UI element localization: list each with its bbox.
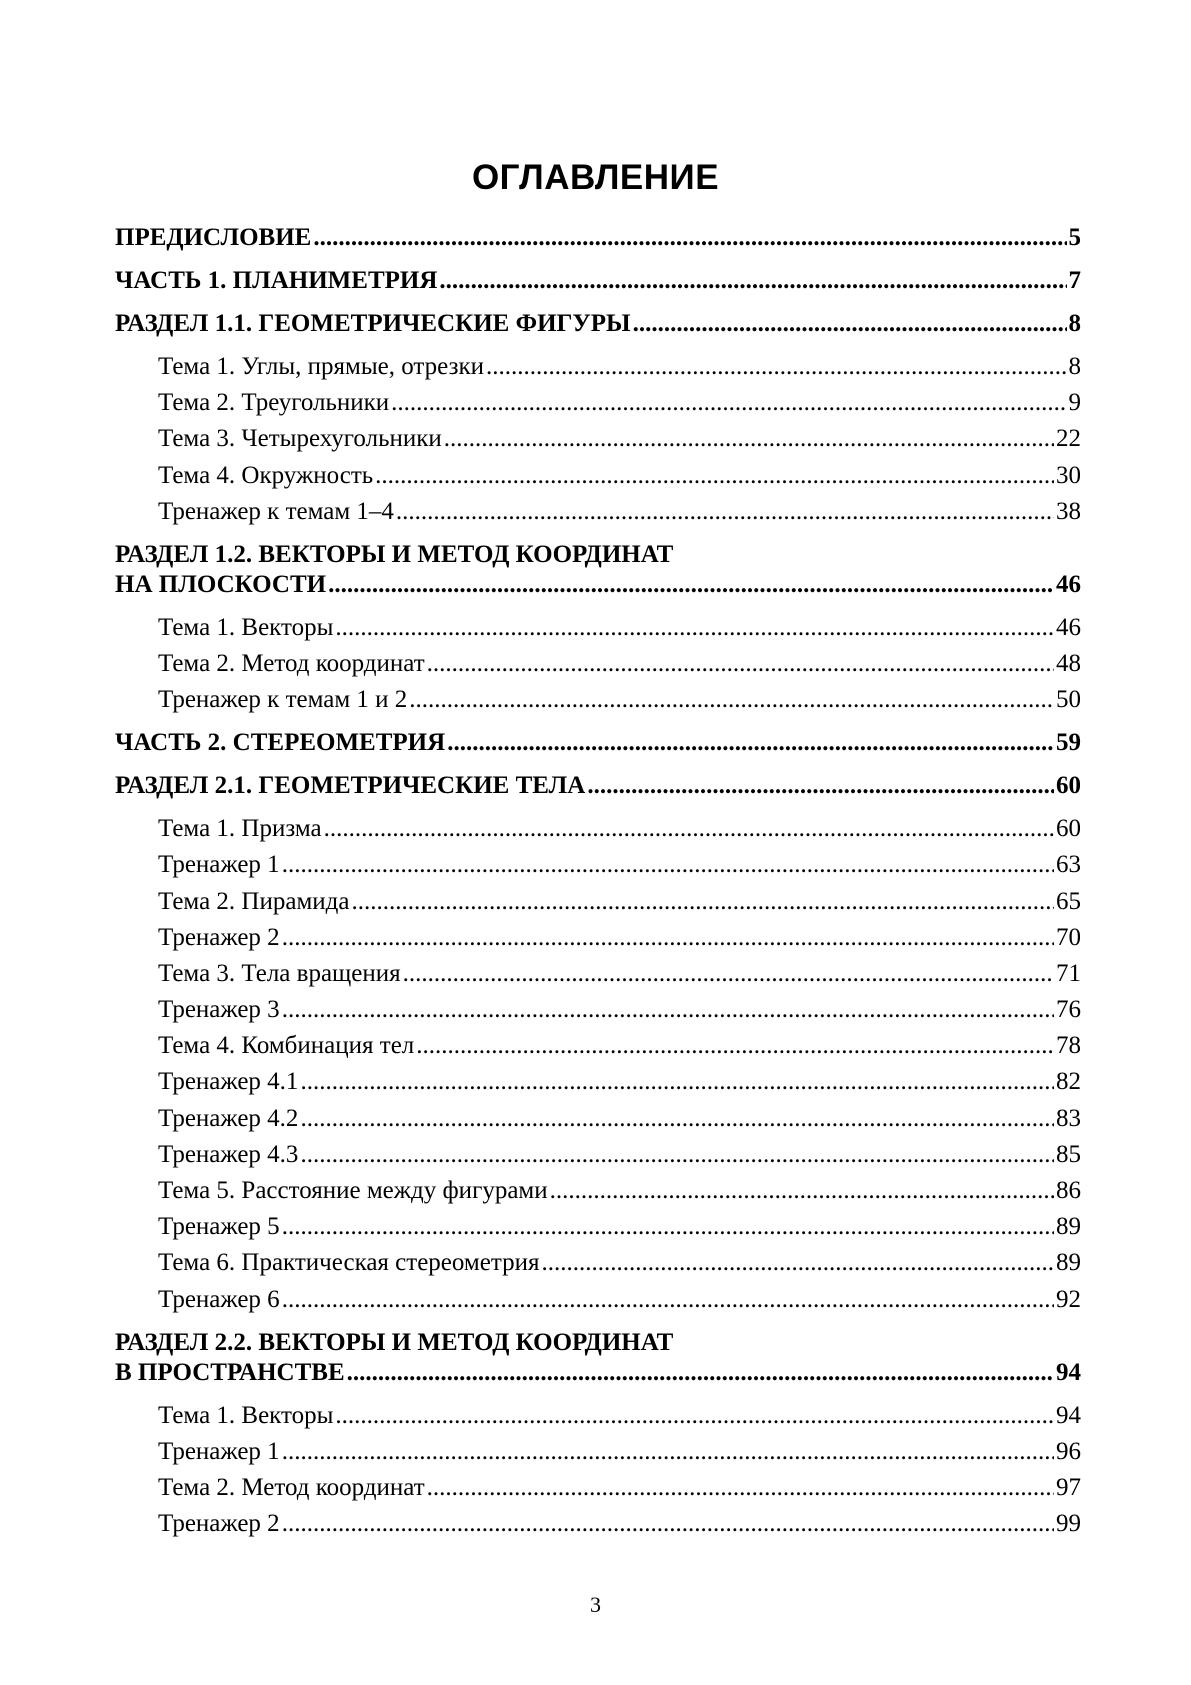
toc-entry-page: 94 xyxy=(1056,1358,1081,1386)
page-title: ОГЛАВЛЕНИЕ xyxy=(471,158,720,197)
toc-entry-label: Тренажер 1 xyxy=(158,851,280,879)
toc-entry[interactable] xyxy=(115,424,1081,454)
toc-entry[interactable] xyxy=(115,497,1081,527)
dot-leader xyxy=(486,352,1067,382)
dot-leader xyxy=(300,1140,1054,1170)
dot-leader xyxy=(351,887,1054,917)
toc-entry-page: 46 xyxy=(1056,570,1081,598)
toc-entry[interactable] xyxy=(115,814,1081,844)
toc-entry-page: 38 xyxy=(1056,497,1081,525)
toc-entry-page: 71 xyxy=(1056,959,1081,987)
dot-leader xyxy=(444,424,1054,454)
toc-entry-label: Тренажер 5 xyxy=(158,1213,280,1241)
toc-entry-label-line1: РАЗДЕЛ 1.2. ВЕКТОРЫ И МЕТОД КООРДИНАТ xyxy=(115,540,674,568)
dot-leader xyxy=(396,497,1054,527)
toc-entry-label: Тренажер 4.2 xyxy=(158,1104,299,1132)
toc-entry-page: 60 xyxy=(1056,815,1081,843)
toc-entry[interactable] xyxy=(115,685,1081,715)
toc-entry[interactable] xyxy=(115,1140,1081,1170)
toc-entry-page: 89 xyxy=(1056,1213,1081,1241)
dot-leader xyxy=(313,223,1066,253)
toc-entry-label: Тема 2. Метод координат xyxy=(158,649,425,677)
toc-entry-label-line1: РАЗДЕЛ 2.2. ВЕКТОРЫ И МЕТОД КООРДИНАТ xyxy=(115,1328,674,1356)
toc-entry-label: Тренажер к темам 1–4 xyxy=(158,497,394,525)
toc-entry[interactable] xyxy=(115,1104,1081,1134)
toc-entry-page: 96 xyxy=(1056,1437,1081,1465)
toc-entry-page: 78 xyxy=(1056,1032,1081,1060)
toc-entry[interactable] xyxy=(115,1176,1081,1206)
toc-entry-page: 59 xyxy=(1056,729,1081,757)
toc-entry[interactable] xyxy=(115,223,1081,253)
dot-leader xyxy=(300,1067,1054,1097)
dot-leader xyxy=(633,309,1067,339)
dot-leader xyxy=(282,923,1054,953)
toc-entry[interactable] xyxy=(115,649,1081,679)
toc-entry-page: 7 xyxy=(1068,267,1081,294)
toc-entry[interactable] xyxy=(115,887,1081,917)
toc-entry[interactable] xyxy=(115,461,1081,491)
toc-entry-label: Тема 4. Окружность xyxy=(158,461,374,489)
toc-entry-page: 9 xyxy=(1068,389,1081,417)
toc-entry-page: 83 xyxy=(1056,1104,1081,1132)
toc-entry[interactable] xyxy=(115,1067,1081,1097)
dot-leader xyxy=(335,613,1054,643)
toc-entry-label: ЧАСТЬ 1. ПЛАНИМЕТРИЯ xyxy=(115,267,438,294)
toc-entry[interactable] xyxy=(115,1212,1081,1242)
toc-entry-page: 5 xyxy=(1068,224,1081,251)
dot-leader xyxy=(282,1437,1054,1467)
toc-entry-page: 46 xyxy=(1056,613,1081,641)
toc-entry-page: 8 xyxy=(1068,310,1081,337)
dot-leader xyxy=(587,771,1054,801)
toc-entry-page: 48 xyxy=(1056,649,1081,677)
dot-leader xyxy=(447,728,1054,758)
toc-entry-label: РАЗДЕЛ 1.1. ГЕОМЕТРИЧЕСКИЕ ФИГУРЫ xyxy=(115,310,631,337)
dot-leader xyxy=(391,388,1066,418)
dot-leader xyxy=(375,461,1054,491)
toc-entry[interactable] xyxy=(115,1437,1081,1467)
toc-entry[interactable] xyxy=(115,1031,1081,1061)
toc-entry-page: 92 xyxy=(1056,1285,1081,1313)
toc-entry-page: 50 xyxy=(1056,686,1081,714)
toc-entry-label: Тренажер 4.3 xyxy=(158,1140,299,1168)
page-number: 3 xyxy=(590,1592,601,1617)
toc-entry-page: 85 xyxy=(1056,1140,1081,1168)
toc-entry-label: Тема 1. Векторы xyxy=(158,1401,334,1429)
dot-leader xyxy=(282,1212,1054,1242)
toc-entry-label: Тема 2. Метод координат xyxy=(158,1473,425,1501)
toc-entry-page: 22 xyxy=(1056,425,1081,453)
toc-entry-label: Тема 1. Призма xyxy=(158,815,322,843)
toc-entry-label: Тренажер 6 xyxy=(158,1285,280,1313)
toc-entry-label: Тема 1. Углы, прямые, отрезки xyxy=(158,353,484,380)
dot-leader xyxy=(409,685,1054,715)
toc-entry-label: Тренажер 1 xyxy=(158,1437,280,1465)
toc-entry-label: Тренажер к темам 1 и 2 xyxy=(158,686,408,714)
toc-entry-label: Тема 4. Комбинация тел xyxy=(158,1032,415,1060)
toc-entry[interactable] xyxy=(115,352,1081,382)
toc-entry[interactable] xyxy=(115,850,1081,880)
toc-entry-page: 86 xyxy=(1056,1177,1081,1204)
toc-section-heading[interactable] xyxy=(115,1328,1081,1388)
dot-leader xyxy=(282,995,1054,1025)
toc-entry-label: ЧАСТЬ 2. СТЕРЕОМЕТРИЯ xyxy=(115,729,446,757)
toc-entry-page: 8 xyxy=(1068,353,1081,380)
toc-entry-label: Тема 1. Векторы xyxy=(158,613,334,641)
dot-leader xyxy=(300,1104,1054,1134)
dot-leader xyxy=(403,959,1054,989)
toc-entry[interactable] xyxy=(115,1509,1081,1539)
table-of-contents xyxy=(115,223,1081,1552)
dot-leader xyxy=(439,266,1066,296)
toc-entry-label: В ПРОСТРАНСТВЕ xyxy=(115,1358,345,1386)
toc-entry-page: 97 xyxy=(1056,1473,1081,1501)
toc-entry-page: 89 xyxy=(1056,1249,1081,1277)
toc-entry-page: 60 xyxy=(1056,772,1081,800)
toc-entry-label: Тема 6. Практическая стереометрия xyxy=(158,1249,540,1277)
toc-entry[interactable] xyxy=(115,771,1081,801)
toc-entry[interactable] xyxy=(115,309,1081,339)
toc-entry[interactable] xyxy=(115,923,1081,953)
toc-entry-page: 30 xyxy=(1056,461,1081,489)
toc-entry[interactable] xyxy=(115,728,1081,758)
dot-leader xyxy=(282,1509,1054,1539)
toc-entry-label: Тема 2. Пирамида xyxy=(158,887,350,915)
toc-entry[interactable] xyxy=(115,1473,1081,1503)
dot-leader xyxy=(282,1285,1054,1315)
toc-entry[interactable] xyxy=(115,1401,1081,1431)
toc-entry-label: ПРЕДИСЛОВИЕ xyxy=(115,224,312,251)
toc-entry[interactable] xyxy=(115,388,1081,418)
toc-entry-page: 99 xyxy=(1056,1510,1081,1538)
toc-entry[interactable] xyxy=(115,959,1081,989)
dot-leader xyxy=(335,1401,1054,1431)
toc-entry-page: 70 xyxy=(1056,923,1081,951)
toc-entry-page: 76 xyxy=(1056,996,1081,1024)
toc-entry[interactable] xyxy=(115,995,1081,1025)
toc-entry-label: Тема 3. Тела вращения xyxy=(158,959,401,987)
toc-entry-label: Тренажер 2 xyxy=(158,1510,280,1538)
toc-entry-page: 63 xyxy=(1056,851,1081,879)
toc-entry-label: Тема 5. Расстояние между фигурами xyxy=(158,1177,548,1204)
dot-leader xyxy=(416,1031,1054,1061)
toc-entry[interactable] xyxy=(115,1358,1081,1388)
dot-leader xyxy=(282,850,1054,880)
toc-entry[interactable] xyxy=(115,613,1081,643)
dot-leader xyxy=(427,1473,1054,1503)
toc-entry-label: Тема 3. Четырехугольники xyxy=(158,425,442,453)
toc-entry-page: 94 xyxy=(1056,1401,1081,1429)
toc-entry-label: НА ПЛОСКОСТИ xyxy=(115,570,327,598)
dot-leader xyxy=(328,570,1054,600)
toc-entry[interactable] xyxy=(115,1285,1081,1315)
dot-leader xyxy=(324,814,1054,844)
toc-entry[interactable] xyxy=(115,266,1081,296)
dot-leader xyxy=(347,1358,1054,1388)
toc-entry-label: РАЗДЕЛ 2.1. ГЕОМЕТРИЧЕСКИЕ ТЕЛА xyxy=(115,772,586,800)
dot-leader xyxy=(541,1248,1054,1278)
toc-entry[interactable] xyxy=(115,1248,1081,1278)
toc-entry-label: Тема 2. Треугольники xyxy=(158,389,390,417)
toc-entry[interactable] xyxy=(115,570,1081,600)
toc-entry-label: Тренажер 2 xyxy=(158,923,280,951)
toc-entry-label: Тренажер 3 xyxy=(158,996,280,1024)
dot-leader xyxy=(550,1176,1054,1206)
toc-entry-page: 65 xyxy=(1056,887,1081,915)
toc-section-heading[interactable] xyxy=(115,540,1081,600)
toc-entry-label: Тренажер 4.1 xyxy=(158,1068,299,1096)
toc-entry-page: 82 xyxy=(1056,1068,1081,1096)
dot-leader xyxy=(427,649,1054,679)
